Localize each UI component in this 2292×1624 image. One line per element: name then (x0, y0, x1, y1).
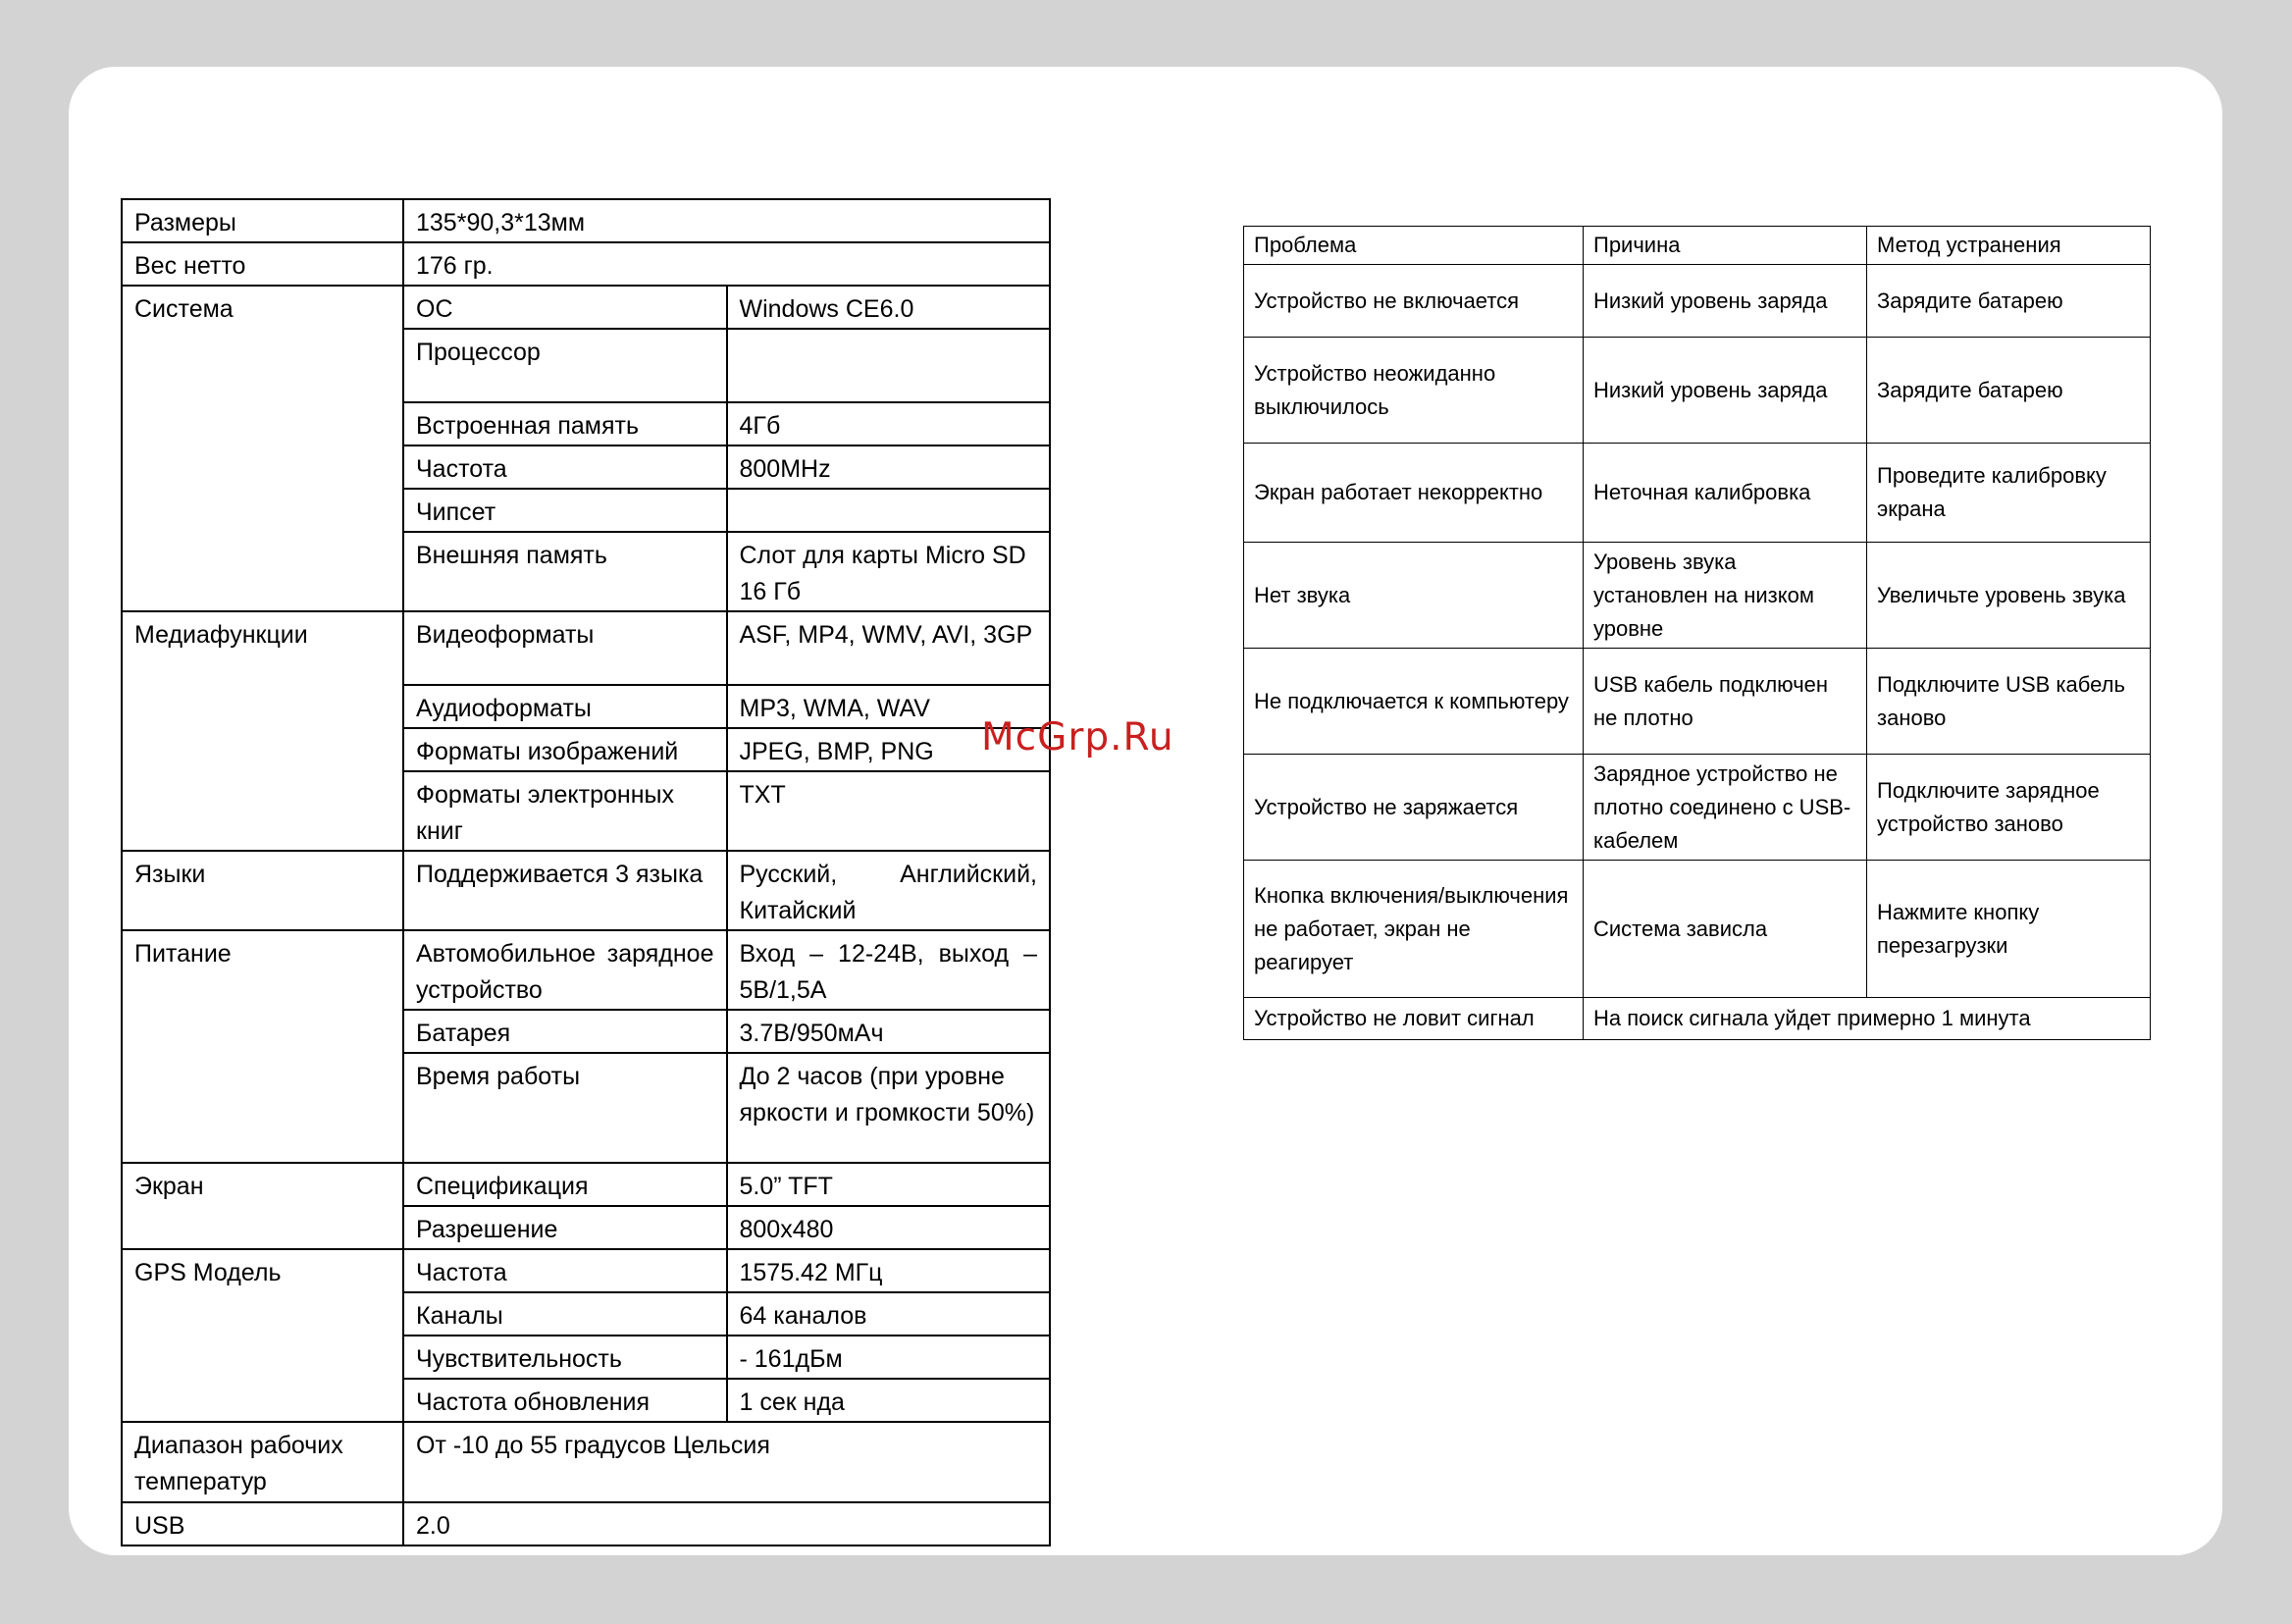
solution-cell: Подключите зарядное устройство заново (1867, 755, 2151, 861)
spec-value: 1 сек нда (727, 1379, 1051, 1422)
spec-value: 5.0” TFT (727, 1163, 1051, 1206)
table-row (1244, 543, 2151, 649)
spec-sublabel: Автомобильное зарядное устройство (403, 930, 727, 1010)
cause-cell: Уровень звука установлен на низком уровне (1584, 543, 1867, 649)
spec-label: Размеры (122, 199, 403, 242)
cause-cell: Неточная калибровка (1584, 444, 1867, 543)
column-header: Причина (1584, 227, 1867, 265)
spec-sublabel: Частота (403, 445, 727, 489)
problem-cell: Устройство не включается (1244, 265, 1584, 338)
problem-cell: Нет звука (1244, 543, 1584, 649)
problem-cell: Устройство не заряжается (1244, 755, 1584, 861)
spec-group-label: GPS Модель (122, 1249, 403, 1422)
spec-value: ASF, MP4, WMV, AVI, 3GP (727, 611, 1051, 685)
solution-cell: Увеличьте уровень звука (1867, 543, 2151, 649)
column-header: Проблема (1244, 227, 1584, 265)
spec-value: До 2 часов (при уровне яркости и громкости 50%) (727, 1053, 1051, 1163)
spec-sublabel: Внешняя память (403, 532, 727, 611)
spec-value: Windows CE6.0 (727, 286, 1051, 329)
spec-sublabel: Форматы изображений (403, 728, 727, 771)
spec-label: Вес нетто (122, 242, 403, 286)
spec-value: MP3, WMA, WAV (727, 685, 1051, 728)
spec-value: 4Гб (727, 402, 1051, 445)
table-row (1244, 444, 2151, 543)
spec-value: TXT (727, 771, 1051, 851)
cause-cell: Низкий уровень заряда (1584, 265, 1867, 338)
cause-cell: USB кабель подключен не плотно (1584, 649, 1867, 755)
spec-sublabel: ОС (403, 286, 727, 329)
table-row (122, 930, 1050, 1010)
table-row (122, 851, 1050, 930)
spec-value: Вход – 12-24В, выход – 5В/1,5А (727, 930, 1051, 1010)
spec-sublabel: Спецификация (403, 1163, 727, 1206)
table-row (122, 1249, 1050, 1292)
problem-cell: Устройство неожиданно выключилось (1244, 338, 1584, 444)
table-row (1244, 265, 2151, 338)
spec-value: Слот для карты Micro SD 16 Гб (727, 532, 1051, 611)
spec-value: 3.7В/950мАч (727, 1010, 1051, 1053)
table-row (122, 1163, 1050, 1206)
spec-value: 800x480 (727, 1206, 1051, 1249)
spec-value (727, 329, 1051, 402)
spec-sublabel: Разрешение (403, 1206, 727, 1249)
spec-sublabel: Встроенная память (403, 402, 727, 445)
table-row (122, 199, 1050, 242)
spec-sublabel: Батарея (403, 1010, 727, 1053)
spec-group-label: Экран (122, 1163, 403, 1249)
table-row (122, 242, 1050, 286)
spec-value: JPEG, BMP, PNG (727, 728, 1051, 771)
table-row (1244, 338, 2151, 444)
table-row (1244, 649, 2151, 755)
table-row (1244, 998, 2151, 1040)
cause-cell: Низкий уровень заряда (1584, 338, 1867, 444)
spec-value: 64 каналов (727, 1292, 1051, 1336)
spec-value: Русский, Английский, Китайский (727, 851, 1051, 930)
troubleshooting-table (1243, 226, 2151, 1040)
problem-cell: Не подключается к компьютеру (1244, 649, 1584, 755)
spec-sublabel: Частота (403, 1249, 727, 1292)
problem-cell: Кнопка включения/выключения не работает, экран не реагирует (1244, 861, 1584, 998)
spec-sublabel: Чипсет (403, 489, 727, 532)
problem-cell: Экран работает некорректно (1244, 444, 1584, 543)
spec-value (727, 489, 1051, 532)
spec-sublabel: Частота обновления (403, 1379, 727, 1422)
problem-cell: Устройство не ловит сигнал (1244, 998, 1584, 1040)
spec-sublabel: Поддерживается 3 языка (403, 851, 727, 930)
table-header-row (1244, 227, 2151, 265)
table-row (122, 1422, 1050, 1502)
solution-cell: Проведите калибровку экрана (1867, 444, 2151, 543)
table-row (1244, 861, 2151, 998)
spec-sublabel: Аудиоформаты (403, 685, 727, 728)
spec-value: От -10 до 55 градусов Цельсия (403, 1422, 1050, 1502)
solution-cell: Зарядите батарею (1867, 338, 2151, 444)
spec-group-label: Система (122, 286, 403, 611)
spec-sublabel: Время работы (403, 1053, 727, 1163)
solution-cell: Зарядите батарею (1867, 265, 2151, 338)
watermark-text: McGrp.Ru (981, 715, 1174, 760)
solution-cell: Нажмите кнопку перезагрузки (1867, 861, 2151, 998)
spec-sublabel: Форматы электронных книг (403, 771, 727, 851)
spec-value: 1575.42 МГц (727, 1249, 1051, 1292)
cause-cell: Система зависла (1584, 861, 1867, 998)
spec-group-label: Медиафункции (122, 611, 403, 851)
spec-value: 176 гр. (403, 242, 1050, 286)
spec-value: 135*90,3*13мм (403, 199, 1050, 242)
column-header: Метод устранения (1867, 227, 2151, 265)
spec-value: 800MHz (727, 445, 1051, 489)
cause-cell: Зарядное устройство не плотно соединено с USB-кабелем (1584, 755, 1867, 861)
spec-label: USB (122, 1502, 403, 1545)
spec-group-label: Языки (122, 851, 403, 930)
spec-sublabel: Видеоформаты (403, 611, 727, 685)
solution-cell: Подключите USB кабель заново (1867, 649, 2151, 755)
spec-table (121, 198, 1051, 1546)
table-row (122, 1502, 1050, 1545)
spec-group-label: Диапазон рабочих температур (122, 1422, 403, 1502)
table-row (122, 611, 1050, 685)
document-page (69, 67, 2222, 1555)
spec-group-label: Питание (122, 930, 403, 1163)
spec-sublabel: Чувствительность (403, 1336, 727, 1379)
spec-value: - 161дБм (727, 1336, 1051, 1379)
spec-sublabel: Процессор (403, 329, 727, 402)
table-row (1244, 755, 2151, 861)
spec-sublabel: Каналы (403, 1292, 727, 1336)
spec-value: 2.0 (403, 1502, 1050, 1545)
table-row (122, 286, 1050, 329)
note-cell: На поиск сигнала уйдет примерно 1 минута (1584, 998, 2151, 1040)
